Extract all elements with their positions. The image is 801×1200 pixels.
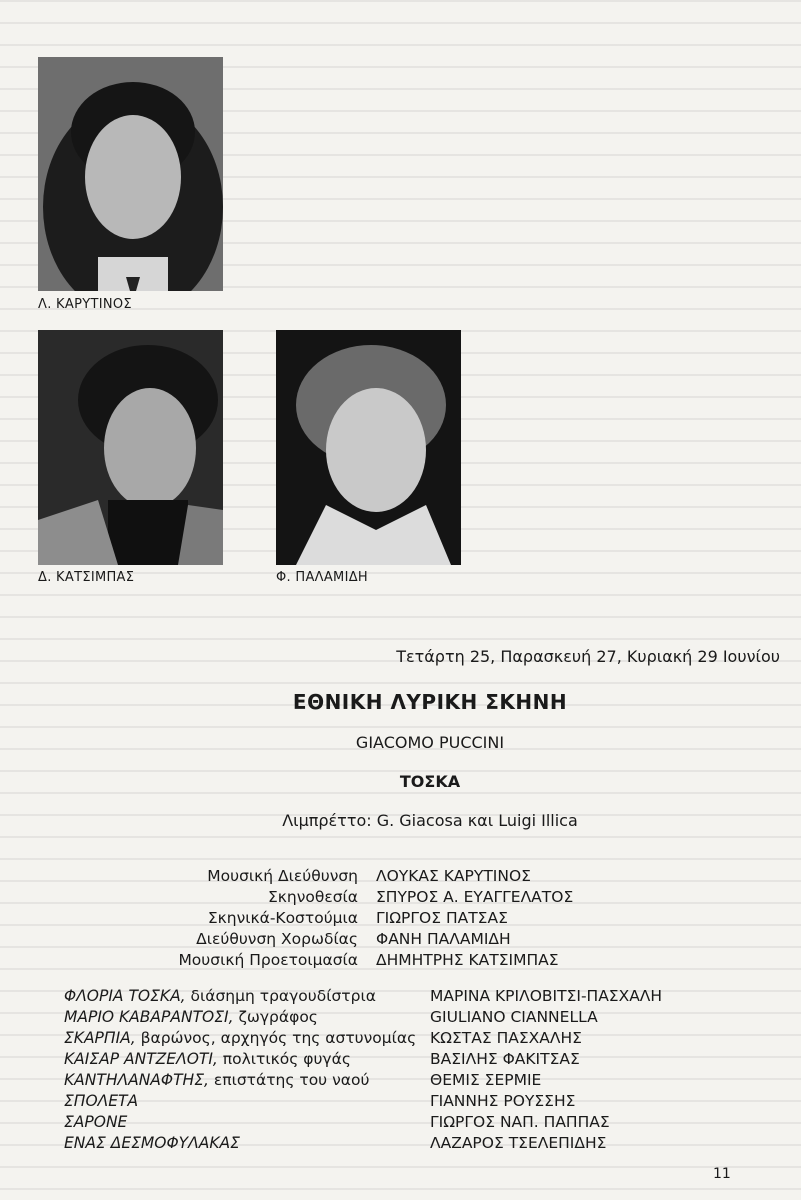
credit-row (0, 867, 801, 889)
portrait-photo-karytinos (38, 57, 223, 291)
cast-row (0, 1071, 801, 1093)
character-description: διάσημη τραγουδίστρια (185, 987, 376, 1005)
cast-row (0, 1029, 801, 1051)
credit-row (0, 930, 801, 952)
cast-role (64, 987, 376, 1005)
cast-role (64, 1113, 127, 1131)
caption-karytinos: Λ. ΚΑΡΥΤΙΝΟΣ (38, 297, 132, 312)
character-name: ΚΑΝΤΗΛΑΝΑΦΤΗΣ, (64, 1071, 209, 1089)
cast-role (64, 1071, 369, 1089)
portrait-silhouette (38, 330, 223, 565)
portrait-silhouette (276, 330, 461, 565)
character-description: επιστάτης του ναού (208, 1071, 370, 1089)
character-name: ΦΛΟΡΙΑ ΤΟΣΚΑ, (64, 987, 186, 1005)
credit-role: Σκηνοθεσία (267, 888, 358, 906)
portrait-silhouette (38, 57, 223, 291)
character-name: ΣΑΡΟΝΕ (64, 1113, 128, 1131)
credit-role: Μουσική Προετοιμασία (178, 951, 358, 969)
character-description: βαρώνος, αρχηγός της αστυνομίας (135, 1029, 417, 1047)
credit-row (0, 909, 801, 931)
cast-row (0, 1092, 801, 1114)
cast-role (64, 1008, 318, 1026)
credit-role: Μουσική Διεύθυνση (207, 867, 358, 885)
singer-name: ΓΙΩΡΓΟΣ ΝΑΠ. ΠΑΠΠΑΣ (430, 1113, 610, 1131)
credit-row (0, 951, 801, 973)
singer-name: ΛΑΖΑΡΟΣ ΤΣΕΛΕΠΙΔΗΣ (430, 1134, 607, 1152)
cast-role (64, 1050, 351, 1068)
cast-row (0, 1008, 801, 1030)
character-name: ΣΚΑΡΠΙΑ, (64, 1029, 136, 1047)
character-name: ΜΑΡΙΟ ΚΑΒΑΡΑΝΤΟΣΙ, (64, 1008, 234, 1026)
cast-role (64, 1134, 240, 1152)
credit-name: ΛΟΥΚΑΣ ΚΑΡΥΤΙΝΟΣ (376, 867, 531, 885)
singer-name: ΘΕΜΙΣ ΣΕΡΜΙΕ (430, 1071, 542, 1089)
singer-name: GIULIANO CIANNELLA (430, 1008, 598, 1026)
portrait-photo-katsimpas (38, 330, 223, 565)
caption-palamidi: Φ. ΠΑΛΑΜΙΔΗ (276, 570, 368, 585)
credit-name: ΓΙΩΡΓΟΣ ΠΑΤΣΑΣ (376, 909, 508, 927)
singer-name: ΒΑΣΙΛΗΣ ΦΑΚΙΤΣΑΣ (430, 1050, 580, 1068)
singer-name: ΚΩΣΤΑΣ ΠΑΣΧΑΛΗΣ (430, 1029, 582, 1047)
character-name: ΕΝΑΣ ΔΕΣΜΟΦΥΛΑΚΑΣ (64, 1134, 240, 1152)
credit-name: ΔΗΜΗΤΡΗΣ ΚΑΤΣΙΜΠΑΣ (376, 951, 559, 969)
portrait-photo-palamidi (276, 330, 461, 565)
cast-row (0, 1134, 801, 1156)
page-number: 11 (713, 1166, 731, 1182)
credit-role: Σκηνικά-Κοστούμια (207, 909, 358, 927)
cast-role (64, 1092, 138, 1110)
cast-role (64, 1029, 416, 1047)
character-description: ζωγράφος (233, 1008, 318, 1026)
singer-name: ΓΙΑΝΝΗΣ ΡΟΥΣΣΗΣ (430, 1092, 576, 1110)
credit-name: ΦΑΝΗ ΠΑΛΑΜΙΔΗ (376, 930, 511, 948)
singer-name: ΜΑΡΙΝΑ ΚΡΙΛΟΒΙΤΣΙ-ΠΑΣΧΑΛΗ (430, 987, 663, 1005)
credit-row (0, 888, 801, 910)
credit-name: ΣΠΥΡΟΣ Α. ΕΥΑΓΓΕΛΑΤΟΣ (376, 888, 574, 906)
company-title: ΕΘΝΙΚΗ ΛΥΡΙΚΗ ΣΚΗΝΗ (292, 690, 568, 714)
character-name: ΚΑΙΣΑΡ ΑΝΤΖΕΛΟΤΙ, (64, 1050, 218, 1068)
performance-dates: Τετάρτη 25, Παρασκευή 27, Κυριακή 29 Ιουνίου (396, 647, 780, 666)
composer-name: GIACOMO PUCCINI (355, 733, 505, 752)
character-name: ΣΠΟΛΕΤΑ (64, 1092, 139, 1110)
credit-role: Διεύθυνση Χορωδίας (196, 930, 358, 948)
caption-katsimpas: Δ. ΚΑΤΣΙΜΠΑΣ (38, 570, 135, 585)
opera-title: ΤΟΣΚΑ (399, 772, 461, 791)
character-description: πολιτικός φυγάς (217, 1050, 351, 1068)
cast-row (0, 1113, 801, 1135)
libretto-credit: Λιμπρέττο: G. Giacosa και Luigi Illica (282, 811, 578, 830)
cast-row (0, 1050, 801, 1072)
cast-row (0, 987, 801, 1009)
